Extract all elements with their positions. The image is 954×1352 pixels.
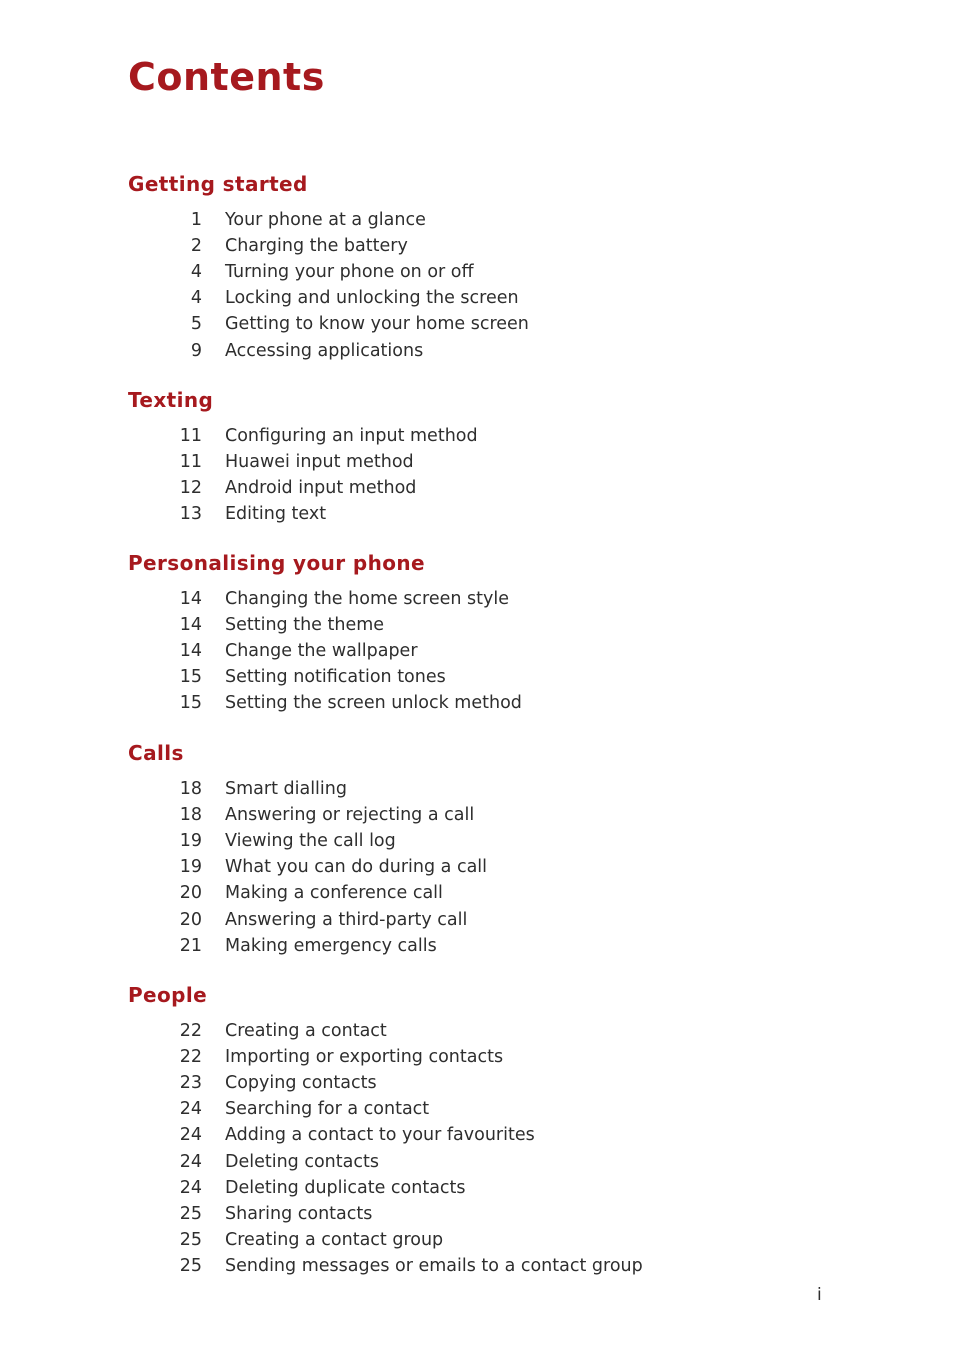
toc-entry-page-number: 24 [179,1152,202,1172]
toc-entry-title: Sharing contacts [225,1204,373,1224]
toc-entry-title: Setting the screen unlock method [225,693,522,713]
toc-entry-title: Creating a contact [225,1021,387,1041]
toc-entry-page-number: 15 [179,693,202,713]
toc-entry[interactable] [0,854,954,880]
toc-entry-title: Turning your phone on or off [225,262,474,282]
toc-entry-title: Your phone at a glance [225,210,426,230]
toc-entry-page-number: 4 [190,262,202,282]
toc-entry[interactable] [0,612,954,638]
toc-entry-title: Locking and unlocking the screen [225,288,519,308]
toc-entry[interactable] [0,338,954,364]
section-heading: Personalising your phone [128,551,425,575]
page-number: i [817,1285,822,1305]
toc-entry-title: Configuring an input method [225,426,478,446]
toc-entry[interactable] [0,207,954,233]
toc-entry-page-number: 25 [179,1204,202,1224]
toc-entry[interactable] [0,259,954,285]
toc-entry-title: Importing or exporting contacts [225,1047,504,1067]
toc-entry[interactable] [0,1175,954,1201]
toc-entry-title: Viewing the call log [225,831,396,851]
toc-entry-page-number: 11 [179,452,202,472]
toc-entry[interactable] [0,475,954,501]
section-heading: Getting started [128,172,308,196]
toc-entry[interactable] [0,690,954,716]
toc-entry[interactable] [0,449,954,475]
toc-entry-page-number: 11 [179,426,202,446]
toc-entry[interactable] [0,828,954,854]
toc-entry-page-number: 13 [179,504,202,524]
toc-entry[interactable] [0,233,954,259]
toc-entry-title: Copying contacts [225,1073,377,1093]
toc-entry-page-number: 24 [179,1178,202,1198]
toc-entry-title: Charging the battery [225,236,408,256]
toc-entry-title: Sending messages or emails to a contact group [225,1256,643,1276]
toc-entry[interactable] [0,1018,954,1044]
toc-entry[interactable] [0,933,954,959]
toc-entry-page-number: 9 [190,341,202,361]
toc-entry-title: Searching for a contact [225,1099,430,1119]
toc-entry[interactable] [0,907,954,933]
toc-entry-page-number: 20 [179,910,202,930]
toc-entry[interactable] [0,285,954,311]
toc-entry-title: Answering a third-party call [225,910,468,930]
toc-entry[interactable] [0,1070,954,1096]
toc-entry-title: Changing the home screen style [225,589,510,609]
toc-entry[interactable] [0,1044,954,1070]
toc-entry-page-number: 18 [179,779,202,799]
toc-entry-page-number: 4 [190,288,202,308]
toc-entry-page-number: 24 [179,1125,202,1145]
toc-entry-title: Setting notification tones [225,667,446,687]
toc-entry-page-number: 12 [179,478,202,498]
toc-entry[interactable] [0,1227,954,1253]
toc-entry[interactable] [0,1149,954,1175]
toc-entry[interactable] [0,638,954,664]
toc-entry-title: Deleting duplicate contacts [225,1178,466,1198]
toc-entry-page-number: 21 [179,936,202,956]
toc-entry-page-number: 20 [179,883,202,903]
toc-entry-title: Smart dialling [225,779,347,799]
section-heading: Calls [128,741,184,765]
toc-entry-page-number: 1 [190,210,202,230]
toc-entry-title: Huawei input method [225,452,414,472]
toc-entry-title: Android input method [225,478,417,498]
toc-entry-title: Making a conference call [225,883,443,903]
toc-entry-page-number: 15 [179,667,202,687]
toc-entry-page-number: 19 [179,831,202,851]
toc-entry[interactable] [0,423,954,449]
toc-entry[interactable] [0,880,954,906]
toc-entry[interactable] [0,1253,954,1279]
toc-entry-page-number: 22 [179,1021,202,1041]
toc-entry[interactable] [0,501,954,527]
toc-entry-page-number: 18 [179,805,202,825]
toc-entry-title: Deleting contacts [225,1152,379,1172]
toc-entry-title: Setting the theme [225,615,385,635]
section-heading: People [128,983,208,1007]
toc-entry-title: Answering or rejecting a call [225,805,475,825]
toc-entry[interactable] [0,1096,954,1122]
toc-entry-page-number: 14 [179,589,202,609]
toc-entry-page-number: 24 [179,1099,202,1119]
toc-entry-title: Adding a contact to your favourites [225,1125,535,1145]
toc-entry-page-number: 2 [190,236,202,256]
toc-entry[interactable] [0,664,954,690]
toc-entry-title: Creating a contact group [225,1230,444,1250]
toc-entry-title: What you can do during a call [225,857,488,877]
toc-entry-page-number: 5 [190,314,202,334]
toc-entry-title: Making emergency calls [225,936,437,956]
toc-entry-title: Accessing applications [225,341,424,361]
toc-entry-title: Editing text [225,504,327,524]
toc-entry-page-number: 22 [179,1047,202,1067]
toc-entry-page-number: 14 [179,641,202,661]
toc-entry[interactable] [0,311,954,337]
toc-entry[interactable] [0,1201,954,1227]
page-title: Contents [128,55,325,99]
toc-entry-page-number: 14 [179,615,202,635]
toc-entry[interactable] [0,776,954,802]
toc-entry-page-number: 23 [179,1073,202,1093]
toc-entry-page-number: 25 [179,1230,202,1250]
toc-entry-title: Getting to know your home screen [225,314,529,334]
toc-entry[interactable] [0,802,954,828]
toc-entry-page-number: 25 [179,1256,202,1276]
toc-entry-title: Change the wallpaper [225,641,418,661]
toc-entry-page-number: 19 [179,857,202,877]
toc-entry[interactable] [0,1122,954,1148]
section-heading: Texting [128,388,214,412]
toc-entry[interactable] [0,586,954,612]
